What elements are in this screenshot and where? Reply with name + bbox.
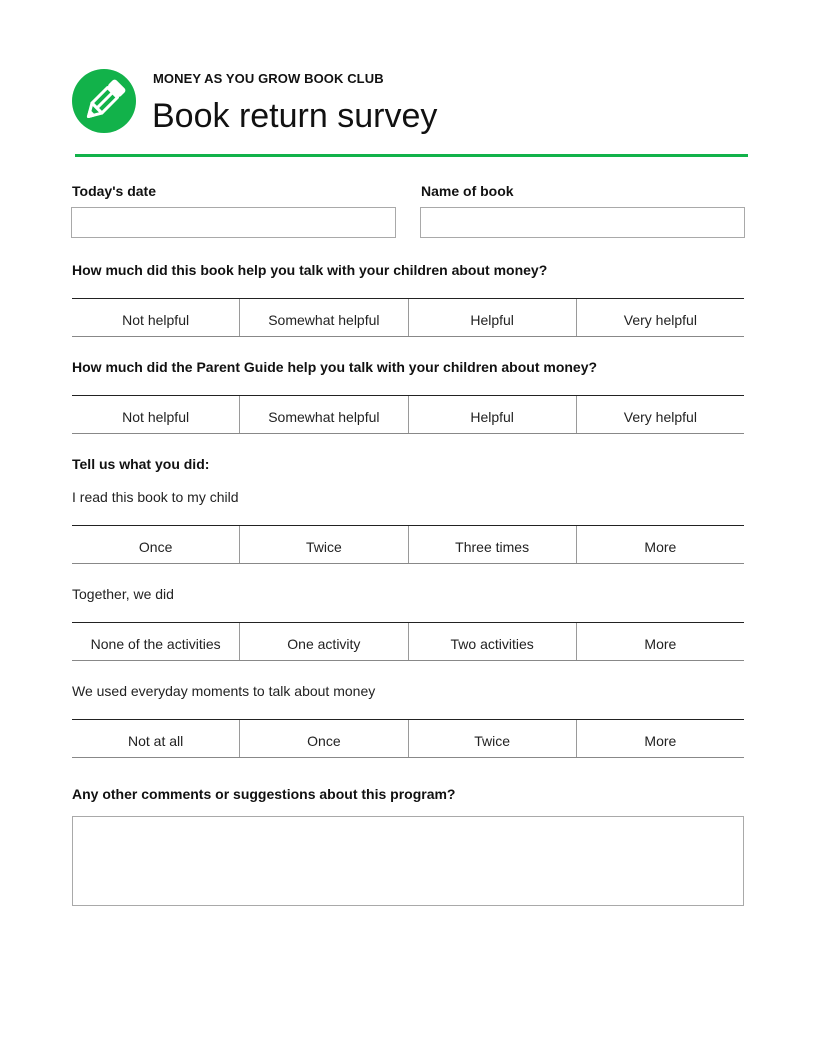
option-three-times[interactable]: Three times bbox=[408, 526, 576, 563]
book-name-input[interactable] bbox=[420, 207, 745, 238]
rating-scale-book-help bbox=[72, 298, 744, 337]
header-divider bbox=[75, 154, 748, 157]
option-very-helpful[interactable]: Very helpful bbox=[576, 299, 744, 336]
comments-textarea[interactable] bbox=[72, 816, 744, 906]
option-twice[interactable]: Twice bbox=[239, 526, 407, 563]
option-helpful[interactable]: Helpful bbox=[408, 299, 576, 336]
page-title: Book return survey bbox=[152, 97, 438, 135]
org-name: MONEY AS YOU GROW BOOK CLUB bbox=[153, 71, 384, 86]
option-more[interactable]: More bbox=[576, 526, 744, 563]
option-once[interactable]: Once bbox=[138, 538, 173, 555]
option-none[interactable]: None of the activities bbox=[90, 635, 221, 652]
activities-count-label: Together, we did bbox=[72, 586, 174, 602]
date-input[interactable] bbox=[71, 207, 396, 238]
option-one-activity[interactable]: One activity bbox=[239, 623, 407, 660]
comments-label: Any other comments or suggestions about this program? bbox=[72, 786, 456, 802]
option-very-helpful[interactable]: Very helpful bbox=[576, 396, 744, 433]
everyday-moments-scale bbox=[72, 719, 744, 758]
question-guide-help: How much did the Parent Guide help you talk with your children about money? bbox=[72, 359, 598, 375]
option-not-at-all[interactable]: Not at all bbox=[128, 732, 184, 749]
option-not-helpful[interactable]: Not helpful bbox=[122, 408, 190, 425]
everyday-moments-label: We used everyday moments to talk about money bbox=[72, 683, 376, 699]
option-not-helpful[interactable]: Not helpful bbox=[122, 311, 190, 328]
option-once[interactable]: Once bbox=[239, 720, 407, 757]
date-label: Today's date bbox=[72, 183, 156, 199]
question-book-help: How much did this book help you talk with your children about money? bbox=[72, 262, 548, 278]
option-more[interactable]: More bbox=[576, 623, 744, 660]
logo bbox=[72, 69, 136, 133]
read-count-scale bbox=[72, 525, 744, 564]
rating-scale-guide-help bbox=[72, 395, 744, 434]
option-twice[interactable]: Twice bbox=[408, 720, 576, 757]
option-helpful[interactable]: Helpful bbox=[408, 396, 576, 433]
option-somewhat-helpful[interactable]: Somewhat helpful bbox=[239, 299, 407, 336]
pencil-icon bbox=[72, 69, 136, 133]
option-somewhat-helpful[interactable]: Somewhat helpful bbox=[239, 396, 407, 433]
activities-heading: Tell us what you did: bbox=[72, 456, 210, 472]
option-more[interactable]: More bbox=[576, 720, 744, 757]
option-two-activities[interactable]: Two activities bbox=[408, 623, 576, 660]
book-name-label: Name of book bbox=[421, 183, 514, 199]
activities-count-scale bbox=[72, 622, 744, 661]
read-count-label: I read this book to my child bbox=[72, 489, 239, 505]
